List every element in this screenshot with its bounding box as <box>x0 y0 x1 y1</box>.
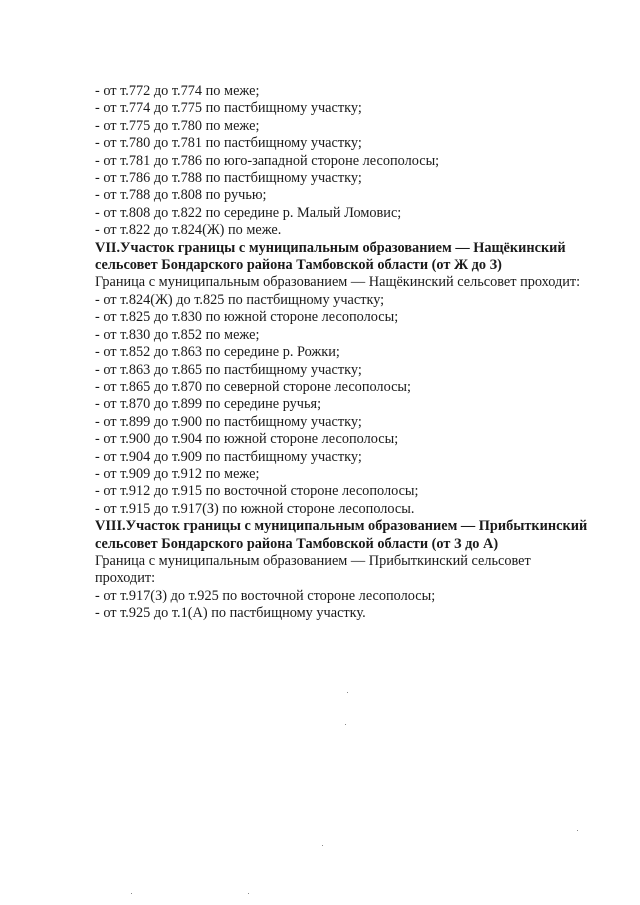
scan-speck <box>131 893 132 894</box>
boundary-item: - от т.917(З) до т.925 по восточной стороне лесополосы; <box>95 587 436 604</box>
boundary-item: - от т.912 до т.915 по восточной стороне лесополосы; <box>95 483 419 500</box>
boundary-item: - от т.909 до т.912 по меже; <box>95 465 260 482</box>
section-viii-title: Участок границы с муниципальным образованием — Прибыткинский сельсовет Бондарского района Тамбовской области (от З до А) <box>95 518 588 552</box>
section-vii <box>95 240 625 519</box>
boundary-item: - от т.825 до т.830 по южной стороне лесополосы; <box>95 309 399 326</box>
boundary-item: - от т.780 до т.781 по пастбищному участку; <box>95 135 362 152</box>
boundary-item: - от т.904 до т.909 по пастбищному участку; <box>95 448 362 465</box>
boundary-item: - от т.786 до т.788 по пастбищному участку; <box>95 170 362 187</box>
scan-speck <box>347 692 348 693</box>
boundary-item: - от т.852 до т.863 по середине р. Рожки; <box>95 344 340 361</box>
boundary-item: - от т.775 до т.780 по меже; <box>95 117 260 134</box>
boundary-item: - от т.781 до т.786 по юго-западной стороне лесополосы; <box>95 152 440 169</box>
section-vii-heading <box>95 240 620 275</box>
boundary-item: - от т.774 до т.775 по пастбищному участку; <box>95 100 362 117</box>
boundary-item: - от т.899 до т.900 по пастбищному участку; <box>95 413 362 430</box>
boundary-item: - от т.788 до т.808 по ручью; <box>95 187 267 204</box>
section-vii-title: Участок границы с муниципальным образованием — Нащёкинский сельсовет Бондарского района Тамбовской области (от Ж до З) <box>95 239 566 274</box>
boundary-item: - от т.865 до т.870 по северной стороне лесополосы; <box>95 378 411 395</box>
section-vii-intro: Граница с муниципальным образованием — Нащёкинский сельсовет проходит: <box>95 274 581 291</box>
scan-speck <box>577 830 578 831</box>
boundary-item: - от т.870 до т.899 по середине ручья; <box>95 396 322 413</box>
boundary-item: - от т.772 до т.774 по меже; <box>95 83 260 99</box>
section-viii-heading <box>95 518 620 553</box>
section-vi-tail <box>95 83 625 240</box>
boundary-item: - от т.830 до т.852 по меже; <box>95 326 260 343</box>
section-viii <box>95 518 625 622</box>
boundary-item: - от т.822 до т.824(Ж) по меже. <box>95 222 282 239</box>
section-viii-intro: Граница с муниципальным образованием — Прибыткинский сельсовет проходит: <box>95 552 531 587</box>
scan-speck <box>322 845 323 846</box>
boundary-item: - от т.925 до т.1(А) по пастбищному участку. <box>95 605 366 622</box>
boundary-item: - от т.915 до т.917(З) по южной стороне лесополосы. <box>95 500 415 517</box>
boundary-item: - от т.824(Ж) до т.825 по пастбищному участку; <box>95 291 385 308</box>
boundary-item: - от т.900 до т.904 по южной стороне лесополосы; <box>95 431 399 448</box>
section-viii-number: VIII. <box>95 518 126 535</box>
scan-speck <box>345 724 346 725</box>
boundary-item: - от т.863 до т.865 по пастбищному участку; <box>95 361 362 378</box>
section-vii-number: VII. <box>95 239 121 256</box>
boundary-item: - от т.808 до т.822 по середине р. Малый Ломовис; <box>95 204 402 221</box>
scan-speck <box>248 893 249 894</box>
document-page <box>95 83 625 623</box>
